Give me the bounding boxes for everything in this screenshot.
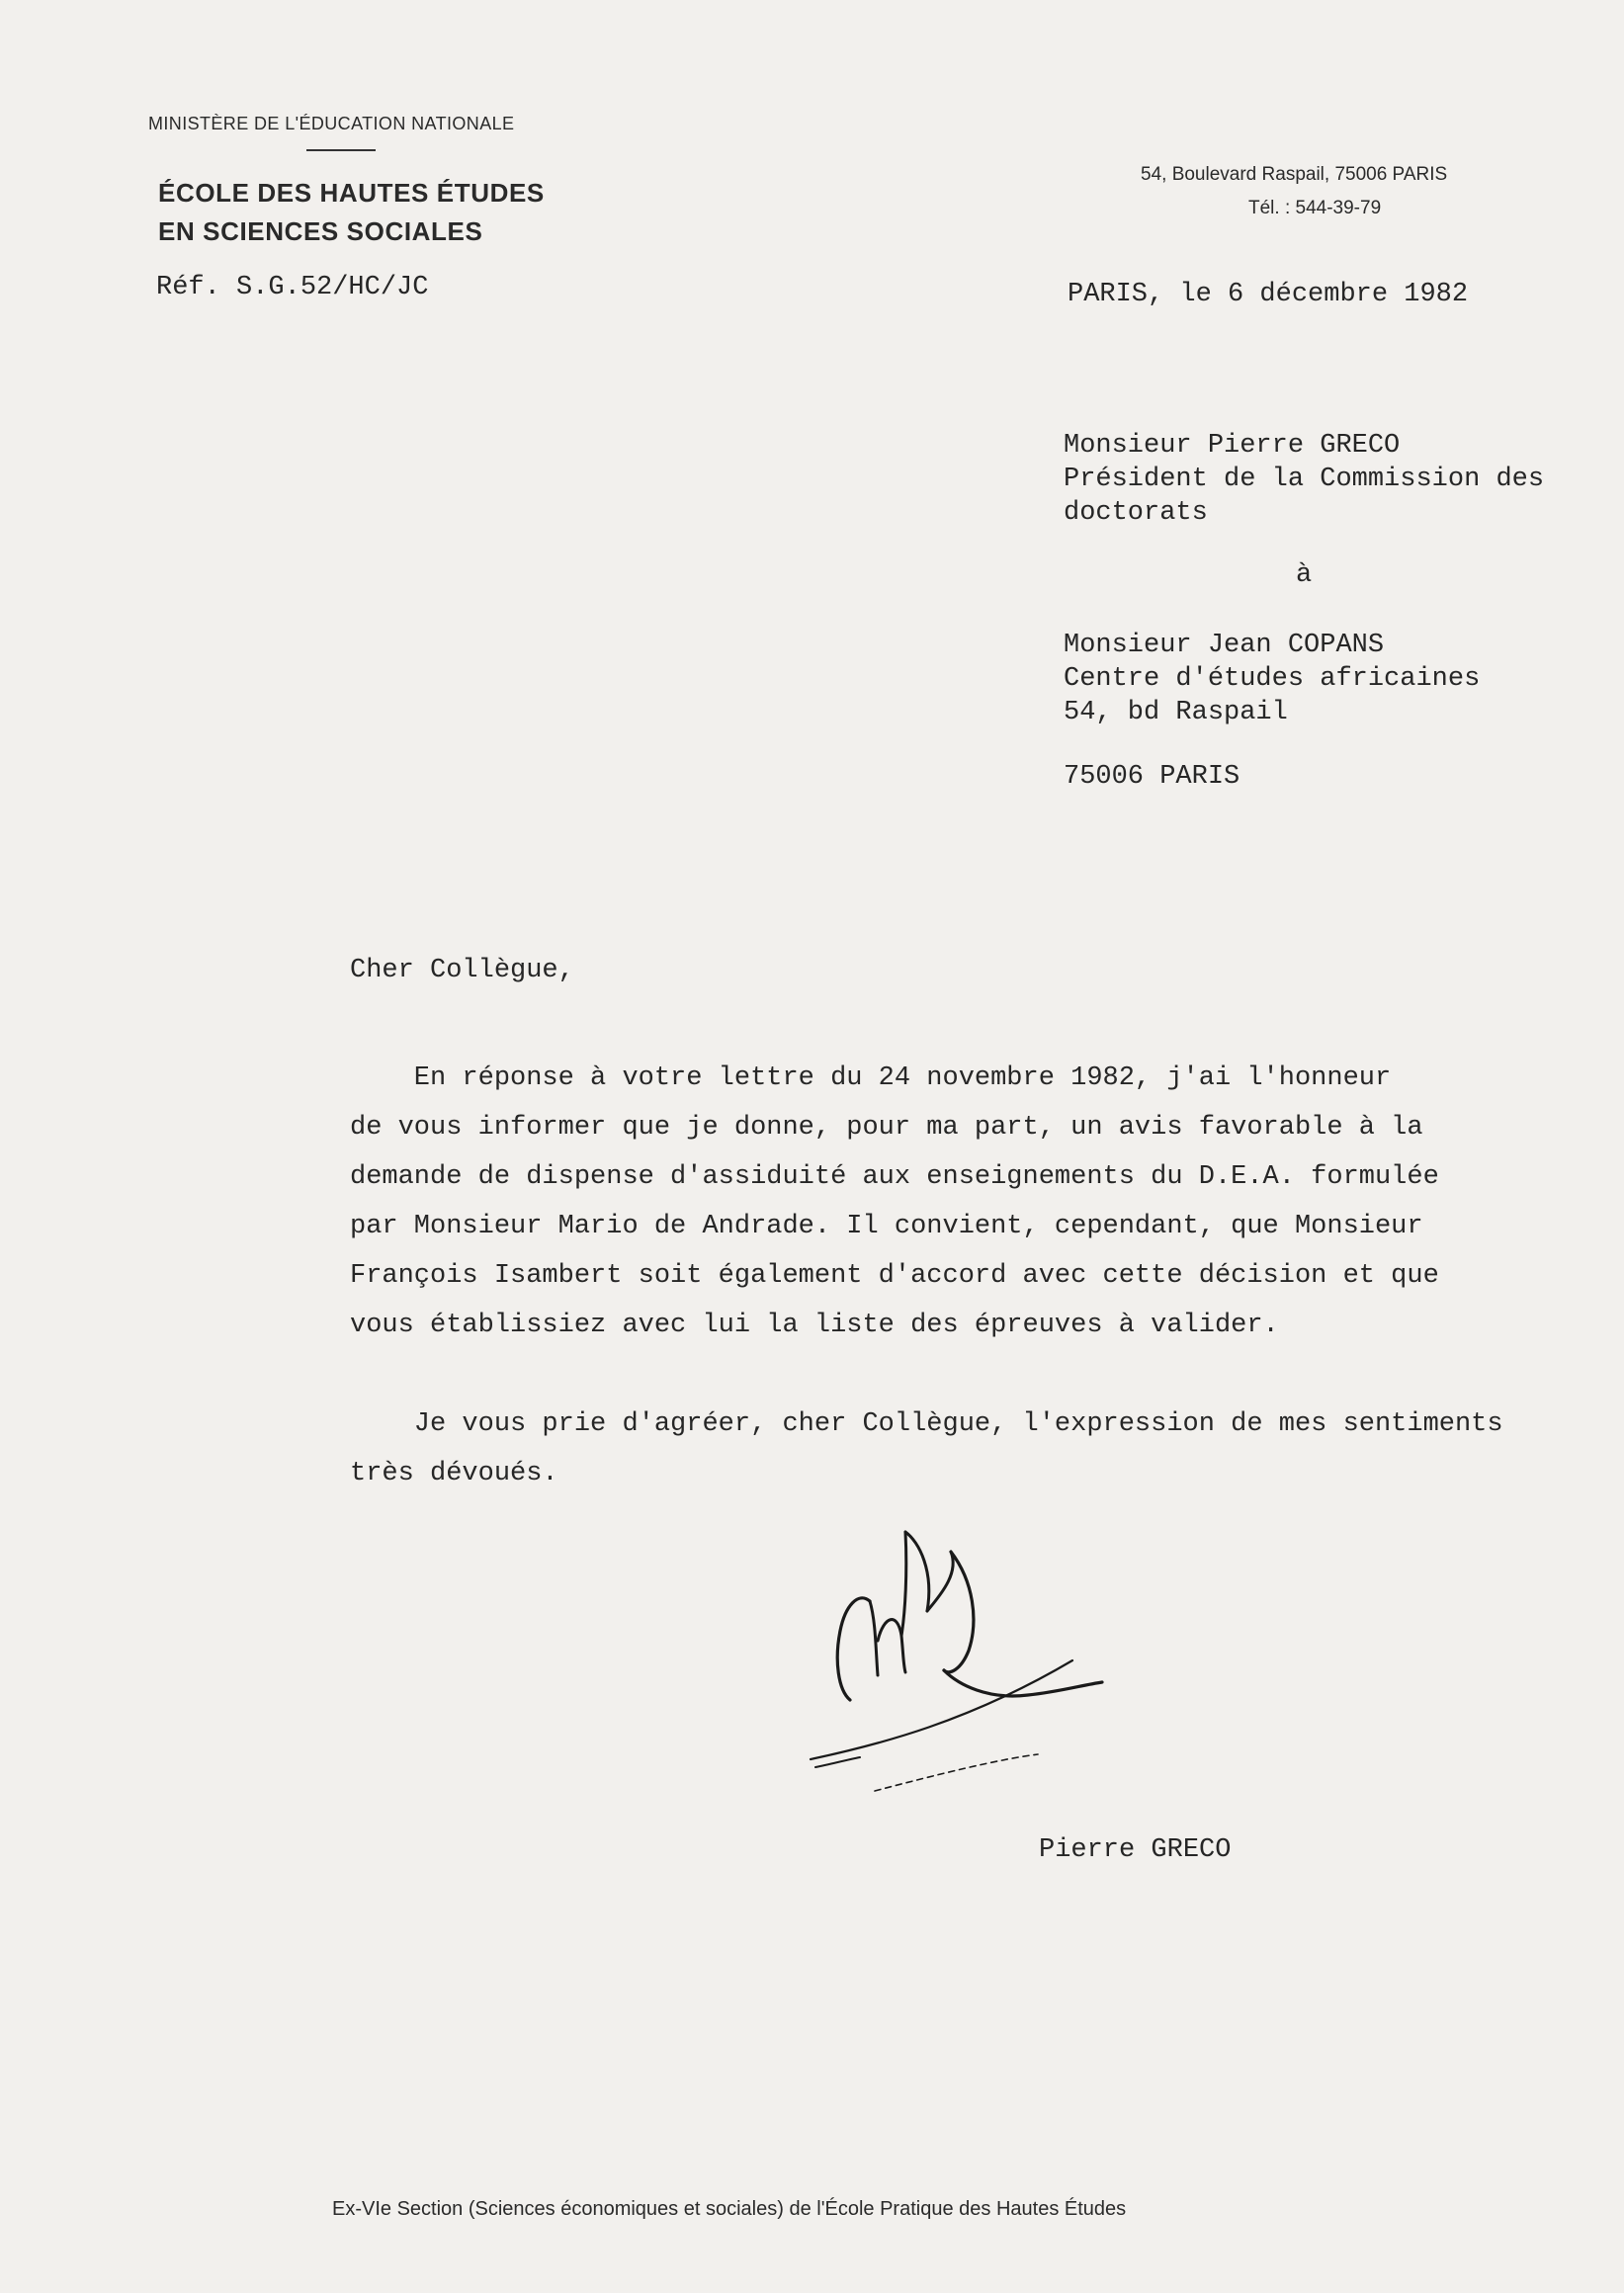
- recipient-line: 54, bd Raspail: [1064, 698, 1288, 727]
- salutation: Cher Collègue,: [350, 956, 574, 985]
- closing-line: très dévoués.: [350, 1459, 558, 1488]
- body-line: demande de dispense d'assiduité aux enseignements du D.E.A. formulée: [350, 1162, 1439, 1192]
- closing-line: Je vous prie d'agréer, cher Collègue, l'expression de mes sentiments: [350, 1409, 1503, 1439]
- sender-line: doctorats: [1064, 498, 1208, 528]
- body-line: par Monsieur Mario de Andrade. Il convient, cependant, que Monsieur: [350, 1212, 1423, 1241]
- recipient-line: Monsieur Jean COPANS: [1064, 631, 1385, 660]
- signer-name: Pierre GRECO: [1039, 1835, 1232, 1865]
- recipient-line: Centre d'études africaines: [1064, 664, 1481, 694]
- school-phone: Tél. : 544-39-79: [1248, 198, 1382, 218]
- body-line: de vous informer que je donne, pour ma part, un avis favorable à la: [350, 1113, 1423, 1143]
- body-line: François Isambert soit également d'accord avec cette décision et que: [350, 1261, 1439, 1291]
- letter-date: PARIS, le 6 décembre 1982: [1068, 280, 1469, 309]
- letter-body: [350, 1054, 1496, 1350]
- heading-divider: [306, 149, 376, 151]
- school-name-line2: EN SCIENCES SOCIALES: [158, 216, 483, 246]
- sender-line: Monsieur Pierre GRECO: [1064, 431, 1401, 461]
- sender-block: [1064, 429, 1544, 530]
- handwritten-signature: [801, 1512, 1354, 1819]
- recipient-city: 75006 PARIS: [1064, 762, 1240, 792]
- ministry-heading: MINISTÈRE DE L'ÉDUCATION NATIONALE: [148, 114, 515, 133]
- closing-paragraph: [350, 1400, 1503, 1498]
- recipient-block: [1064, 629, 1480, 729]
- to-word: à: [1296, 560, 1313, 590]
- sender-line: Président de la Commission des: [1064, 465, 1545, 494]
- body-line: En réponse à votre lettre du 24 novembre 1982, j'ai l'honneur: [350, 1063, 1392, 1093]
- reference-number: Réf. S.G.52/HC/JC: [156, 273, 429, 302]
- school-name-line1: ÉCOLE DES HAUTES ÉTUDES: [158, 178, 545, 208]
- letterhead-footer: Ex-VIe Section (Sciences économiques et sociales) de l'École Pratique des Hautes Études: [332, 2198, 1127, 2220]
- body-line: vous établissiez avec lui la liste des épreuves à valider.: [350, 1311, 1279, 1340]
- school-address: 54, Boulevard Raspail, 75006 PARIS: [1141, 164, 1448, 185]
